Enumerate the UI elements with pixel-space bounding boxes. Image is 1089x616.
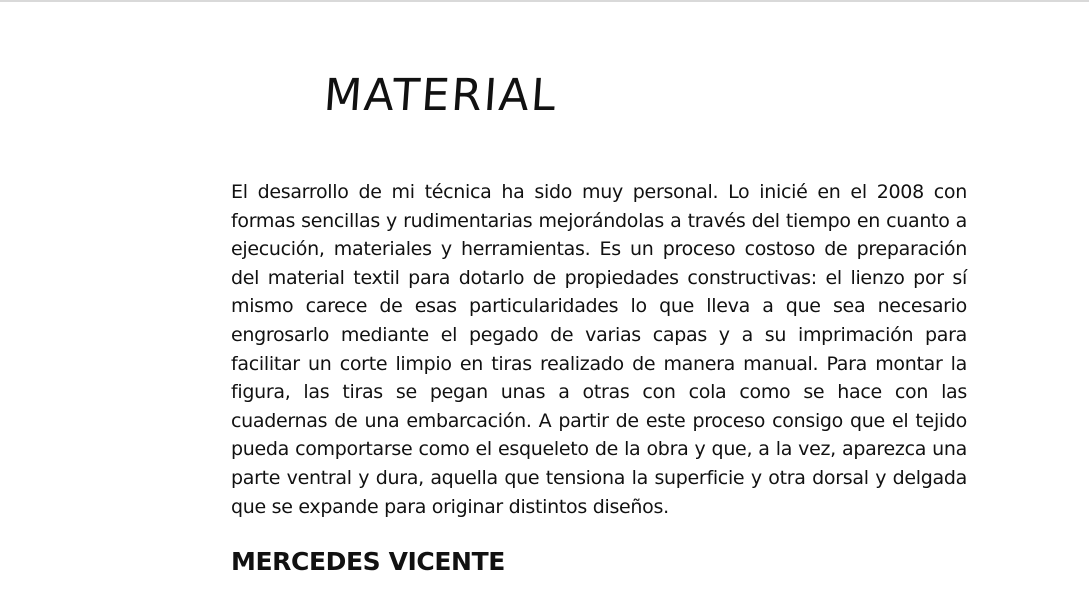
page-title: MATERIAL — [322, 70, 560, 121]
body-paragraph: El desarrollo de mi técnica ha sido muy personal. Lo inicié en el 2008 con formas sencillas y rudimentarias mejorándolas a través del tiempo en cuanto a ejecución, materiales y herramientas. Es un proceso costoso de preparación del material textil para dotarlo de propiedades constructivas: el lienzo por sí mismo carece de esas particularidades lo que lleva a que sea necesario engrosarlo mediante el pegado de varias capas y a su imprimación para facilitar un corte limpio en tiras realizado de manera manual. Para montar la figura, las tiras se pegan unas a otras con cola como se hace con las cuadernas de una embarcación. A partir de este proceso consigo que el tejido pueda comportarse como el esqueleto de la obra y que, a la vez, aparezca una parte ventral y dura, aquella que tensiona la superficie y otra dorsal y delgada que se expande para originar distintos diseños. — [231, 181, 967, 518]
author-name: MERCEDES VICENTE — [231, 547, 505, 576]
